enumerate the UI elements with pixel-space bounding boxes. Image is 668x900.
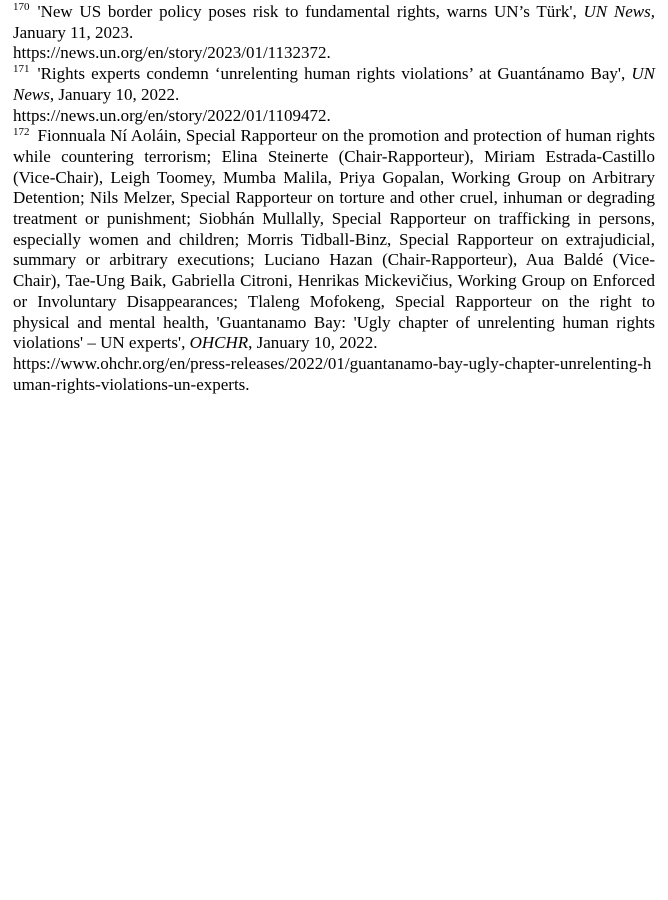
- footnote-citation: 'New US border policy poses risk to fundamental rights, warns UN’s Türk', UN News, January 11, 2023.: [13, 2, 655, 42]
- footnotes-section: [0, 0, 668, 395]
- footnote-172: [13, 126, 655, 395]
- footnote-text: [13, 64, 655, 105]
- footnote-url-link[interactable]: https://www.ohchr.org/en/press-releases/2022/01/guantanamo-bay-ugly-chapter-unrelenting-human-rights-violations-un-experts.: [13, 353, 652, 394]
- footnote-marker: 170: [13, 1, 30, 14]
- footnote-marker: 172: [13, 125, 30, 138]
- footnote-marker: 171: [13, 63, 30, 76]
- footnote-url-link[interactable]: https://news.un.org/en/story/2023/01/1132372.: [13, 43, 331, 63]
- footnote-citation: 'Rights experts condemn ‘unrelenting human rights violations’ at Guantánamo Bay', UN News, January 10, 2022.: [13, 64, 655, 104]
- footnote-citation: Fionnuala Ní Aoláin, Special Rapporteur on the promotion and protection of human rights while countering terrorism; Elina Steinerte (Chair-Rapporteur), Miriam Estrada-Castillo (Vice-Chair), Leigh Toomey, Mumba Malila, Priya Gopalan, Working Group on Arbitrary Detention; Nils Melzer, Special Rapporteur on torture and other cruel, inhuman or degrading treatment or punishment; Siobhán Mullally, Special Rapporteur on trafficking in persons, especially women and children; Morris Tidball-Binz, Special Rapporteur on extrajudicial, summary or arbitrary executions; Luciano Hazan (Chair-Rapporteur), Aua Baldé (Vice-Chair), Tae-Ung Baik, Gabriella Citroni, Henrikas Mickevičius, Working Group on Enforced or Involuntary Disappearances; Tlaleng Mofokeng, Special Rapporteur on the right to physical and mental health, 'Guantanamo Bay: 'Ugly chapter of unrelenting human rights violations' – UN experts', OHCHR, January 10, 2022.: [13, 126, 655, 353]
- footnote-170: [13, 2, 655, 64]
- footnote-url-link[interactable]: https://news.un.org/en/story/2022/01/1109472.: [13, 105, 331, 125]
- footnote-text: [13, 126, 655, 354]
- footnote-171: [13, 64, 655, 126]
- footnote-text: [13, 2, 655, 43]
